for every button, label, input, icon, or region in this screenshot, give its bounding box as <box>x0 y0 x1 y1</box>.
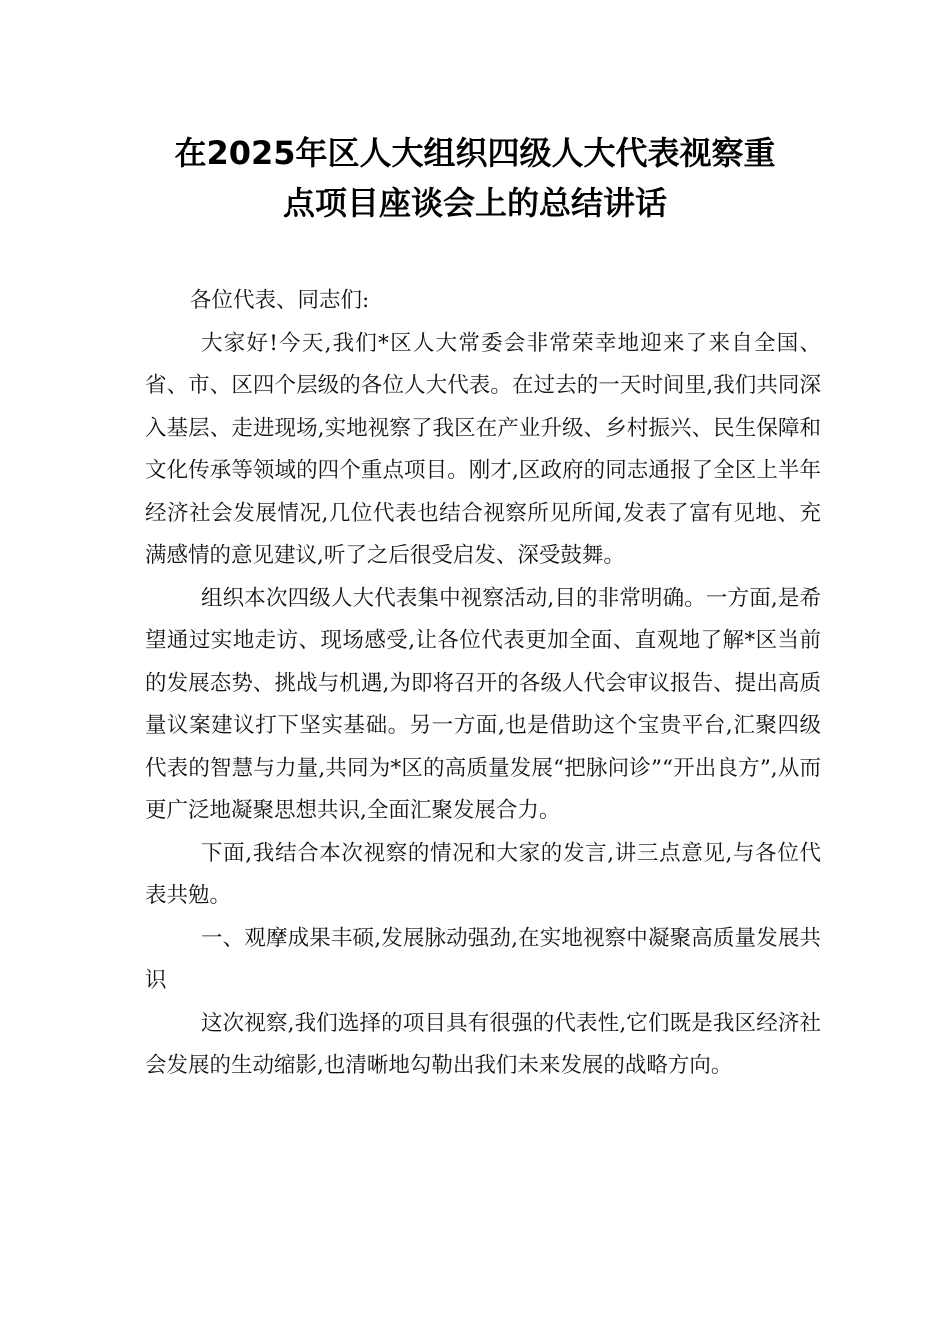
paragraph-3: 下面,我结合本次视察的情况和大家的发言,讲三点意见,与各位代表共勉。 <box>145 840 821 908</box>
paragraph-2: 组织本次四级人大代表集中视察活动,目的非常明确。一方面,是希望通过实地走访、现场感受,让各位代表更加全面、直观地了解*区当前的发展态势、挑战与机遇,为即将召开的各级人代会审议报告、提出高质量议案建议打下坚实基础。另一方面,也是借助这个宝贵平台,汇聚四级代表的智慧与力量,共同为*区的高质量发展“把脉问诊”“开出良方”,从而更广泛地凝聚思想共识,全面汇聚发展合力。 <box>145 585 821 823</box>
document-body <box>145 280 821 1088</box>
section-heading-1: 一、观摩成果丰硕,发展脉动强劲,在实地视察中凝聚高质量发展共识 <box>145 925 821 993</box>
title-line-2: 点项目座谈会上的总结讲话 <box>282 184 667 222</box>
greeting: 各位代表、同志们: <box>190 288 370 313</box>
paragraph-4: 这次视察,我们选择的项目具有很强的代表性,它们既是我区经济社会发展的生动缩影,也清晰地勾勒出我们未来发展的战略方向。 <box>145 1010 821 1078</box>
title-line-1: 在2025年区人大组织四级人大代表视察重 <box>174 134 776 172</box>
document-title <box>120 128 830 228</box>
paragraph-1: 大家好!今天,我们*区人大常委会非常荣幸地迎来了来自全国、省、市、区四个层级的各位人大代表。在过去的一天时间里,我们共同深入基层、走进现场,实地视察了我区在产业升级、乡村振兴、民生保障和文化传承等领域的四个重点项目。刚才,区政府的同志通报了全区上半年经济社会发展情况,几位代表也结合视察所见所闻,发表了富有见地、充满感情的意见建议,听了之后很受启发、深受鼓舞。 <box>145 330 821 568</box>
